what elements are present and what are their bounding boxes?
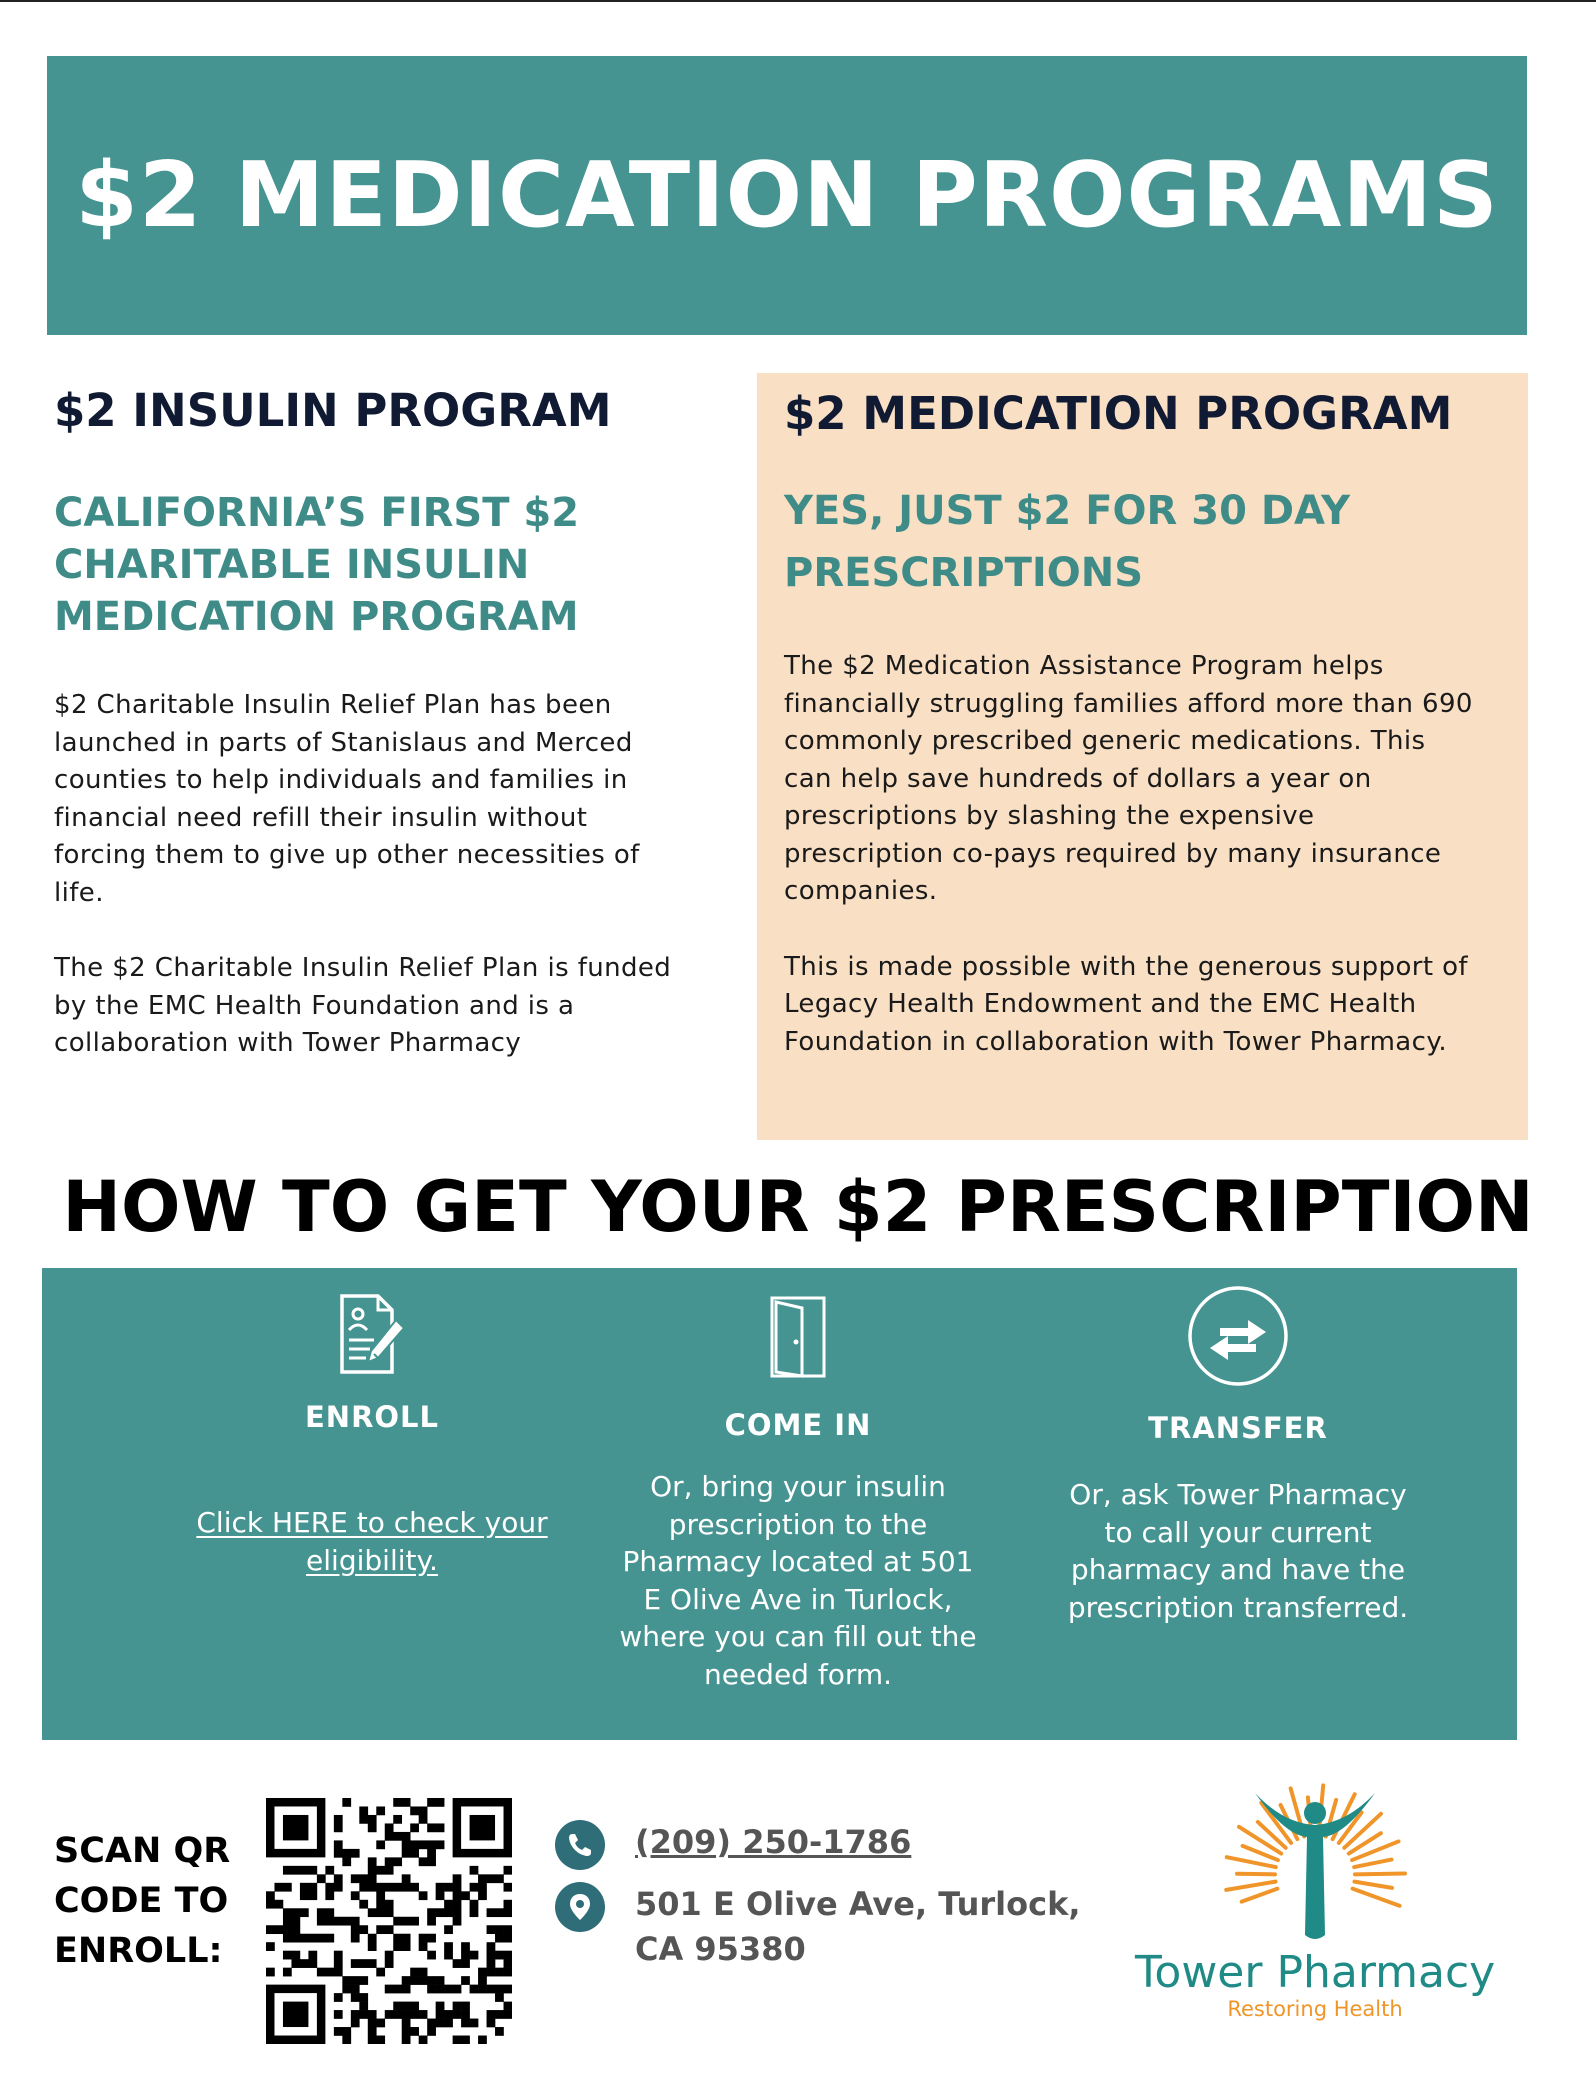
phone-icon xyxy=(555,1820,605,1870)
location-pin-icon xyxy=(555,1882,605,1932)
logo-ray xyxy=(1354,1882,1391,1888)
medication-program-section xyxy=(757,373,1528,1140)
medication-program-subtitle: YES, JUST $2 FOR 30 DAY PRESCRIPTIONS xyxy=(784,488,1351,596)
scan-qr-label: SCAN QR CODE TO ENROLL: xyxy=(54,1831,231,1971)
phone-link[interactable]: (209) 250-1786 xyxy=(635,1823,912,1861)
logo-tagline: Restoring Health xyxy=(1227,1997,1403,2021)
step-come-in-label: COME IN xyxy=(724,1408,872,1442)
top-border xyxy=(0,0,1596,2)
step-transfer-label: TRANSFER xyxy=(1148,1411,1328,1445)
transfer-arrows-icon xyxy=(1186,1284,1290,1392)
qr-code[interactable] xyxy=(266,1798,512,2044)
steps-panel xyxy=(42,1268,1517,1740)
medication-program-title: $2 MEDICATION PROGRAM xyxy=(784,387,1453,440)
door-icon xyxy=(766,1294,830,1384)
logo-ray xyxy=(1227,1857,1276,1867)
medication-support-note: This is made possible with the generous support of Legacy Health Endowment and the EMC Health Foundation in collaboration with Tower Pharmacy. xyxy=(784,951,1468,1057)
logo-ray xyxy=(1237,1874,1275,1875)
address-row xyxy=(555,1882,1081,1972)
insulin-funding-note: The $2 Charitable Insulin Relief Plan is funded by the EMC Health Foundation and is a collaboration with Tower Pharmacy xyxy=(54,953,672,1058)
step-transfer-text: Or, ask Tower Pharmacy to call your current pharmacy and have the prescription transferred. xyxy=(1067,1478,1409,1624)
medication-description: The $2 Medication Assistance Program helps financially struggling families afford more than 690 commonly prescribed generic medications. This can help save hundreds of dollars a year on prescriptions by slashing the expensive prescription co-pays required by many insurance companies. xyxy=(784,651,1473,906)
logo-ray xyxy=(1352,1841,1398,1860)
header-banner xyxy=(47,56,1527,335)
logo-ray xyxy=(1353,1889,1400,1906)
insulin-program-subtitle: CALIFORNIA’S FIRST $2 CHARITABLE INSULIN MEDICATION PROGRAM xyxy=(54,490,580,640)
logo-ray xyxy=(1226,1882,1275,1890)
how-to-heading: HOW TO GET YOUR $2 PRESCRIPTION xyxy=(62,1166,1534,1248)
insulin-description: $2 Charitable Insulin Relief Plan has been launched in parts of Stanislaus and Merced counties to help individuals and families in financial need refill their insulin without forcing them to give up other necessities of life. xyxy=(54,690,640,908)
logo-figure-icon xyxy=(1135,1775,1495,1950)
tower-pharmacy-logo xyxy=(1135,1775,1495,2035)
insulin-program-title: $2 INSULIN PROGRAM xyxy=(54,384,612,437)
step-enroll-label: ENROLL xyxy=(304,1400,440,1434)
logo-ray xyxy=(1355,1874,1405,1875)
step-come-in-text: Or, bring your insulin prescription to the Pharmacy located at 501 E Olive Ave in Turlock, where you can fill out the needed form. xyxy=(619,1470,977,1691)
logo-ray xyxy=(1242,1889,1278,1902)
qr-code-graphic xyxy=(266,1798,512,2044)
document-edit-icon xyxy=(334,1292,410,1382)
eligibility-link[interactable]: Click HERE to check your eligibility. xyxy=(196,1506,548,1577)
address-text: 501 E Olive Ave, Turlock, CA 95380 xyxy=(635,1885,1081,1968)
logo-ray xyxy=(1354,1860,1391,1868)
phone-row xyxy=(555,1820,911,1870)
logo-name: Tower Pharmacy xyxy=(1135,1947,1496,1998)
insulin-program-section xyxy=(54,380,714,1063)
logo-ray xyxy=(1258,1822,1286,1848)
page-title: $2 MEDICATION PROGRAMS xyxy=(75,143,1499,248)
